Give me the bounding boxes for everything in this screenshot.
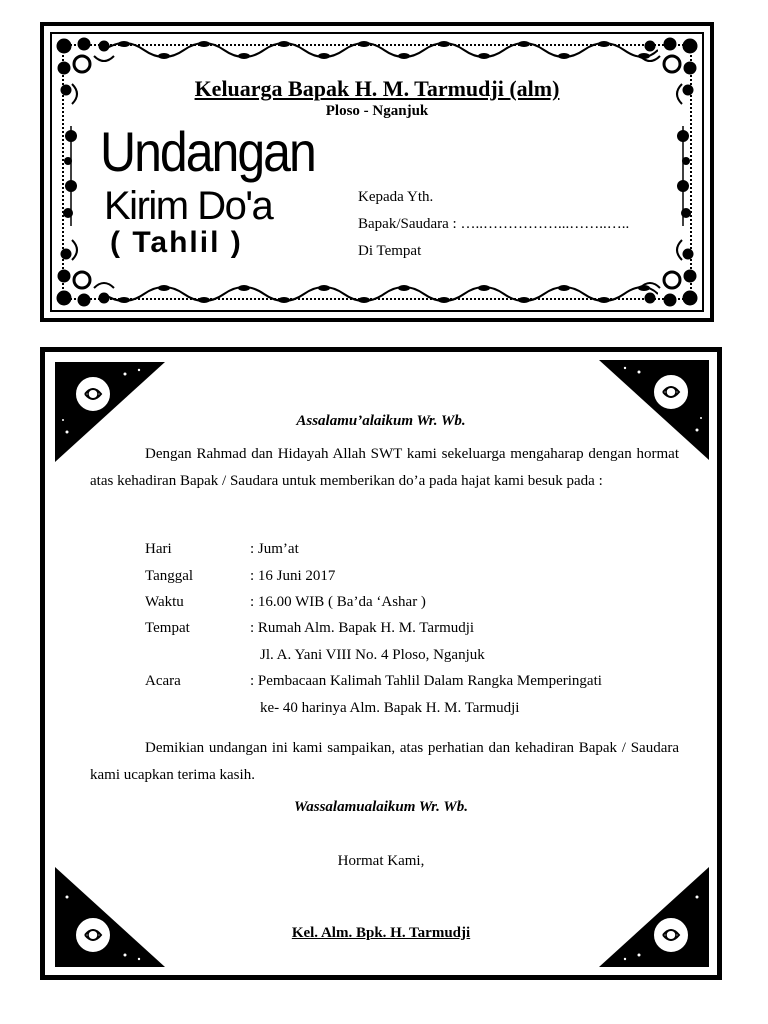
closing-paragraph	[90, 735, 679, 789]
invitation-subtitle: Kirim Do'a	[104, 184, 273, 228]
bottom-ornament-band-icon	[104, 280, 658, 308]
detail-value-waktu: : 16.00 WIB ( Ba’da ‘Ashar )	[250, 594, 426, 610]
rose-corner-icon	[55, 857, 165, 967]
detail-label-tempat: Tempat	[145, 620, 190, 636]
floral-corner-icon	[52, 34, 122, 114]
detail-label-tanggal: Tanggal	[145, 568, 194, 584]
signer-name: Kel. Alm. Bpk. H. Tarmudji	[291, 925, 471, 941]
detail-label-hari: Hari	[145, 541, 172, 557]
rose-corner-icon	[599, 857, 709, 967]
floral-side-icon	[668, 121, 698, 231]
family-location: Ploso - Nganjuk	[325, 103, 429, 119]
floral-side-icon	[56, 121, 86, 231]
detail-value-tempat: : Rumah Alm. Bapak H. M. Tarmudji	[250, 620, 475, 636]
detail-value-hari: : Jum’at	[250, 541, 299, 557]
invitation-subtitle-event: ( Tahlil )	[110, 226, 243, 259]
recipient-place: Di Tempat	[358, 243, 422, 259]
detail-value-acara: : Pembacaan Kalimah Tahlil Dalam Rangka Memperingati	[250, 673, 602, 689]
recipient-name-line: Bapak/Saudara : …..……………...……..…..	[358, 216, 630, 232]
floral-corner-icon	[632, 230, 702, 310]
greeting: Assalamu’alaikum Wr. Wb.	[296, 413, 466, 429]
floral-corner-icon	[632, 34, 702, 114]
detail-value-acara-cont: ke- 40 harinya Alm. Bapak H. M. Tarmudji	[260, 700, 520, 716]
opening-paragraph	[90, 441, 679, 495]
closing-text: Demikian undangan ini kami sampaikan, atas perhatian dan kehadiran Bapak / Saudara kami ucapkan terima kasih.	[90, 740, 679, 783]
family-title: Keluarga Bapak H. M. Tarmudji (alm)	[194, 76, 560, 101]
invitation-envelope-card	[40, 22, 714, 322]
detail-label-waktu: Waktu	[145, 594, 184, 610]
invitation-title: Undangan	[100, 120, 315, 184]
top-ornament-band-icon	[104, 36, 658, 64]
detail-value-tempat-address: Jl. A. Yani VIII No. 4 Ploso, Nganjuk	[260, 647, 485, 663]
detail-label-acara: Acara	[145, 673, 181, 689]
invitation-letter-card	[40, 347, 722, 980]
opening-text: Dengan Rahmad dan Hidayah Allah SWT kami sekeluarga mengaharap dengan hormat atas kehadiran Bapak / Saudara untuk memberikan do’a pada hajat kami besuk pada :	[90, 446, 679, 489]
farewell: Wassalamualaikum Wr. Wb.	[294, 799, 468, 815]
regards: Hormat Kami,	[337, 853, 425, 869]
detail-value-tanggal: : 16 Juni 2017	[250, 568, 336, 584]
recipient-salutation: Kepada Yth.	[358, 189, 434, 205]
